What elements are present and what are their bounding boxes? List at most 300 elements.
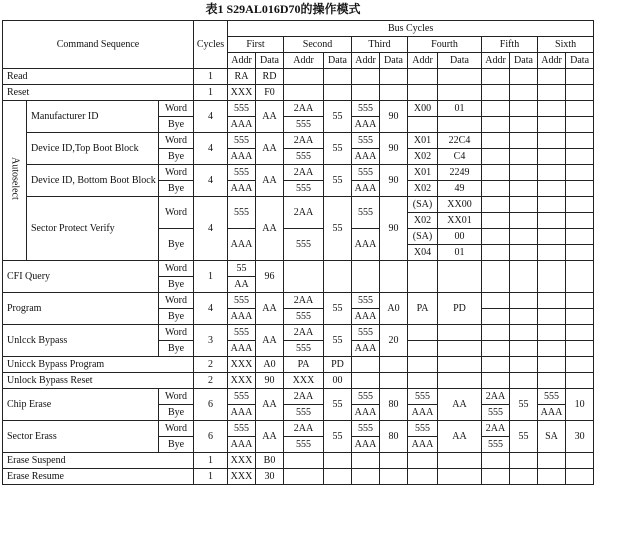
cell-value xyxy=(438,117,482,133)
cell-value xyxy=(438,325,482,341)
cycles-value: 4 xyxy=(194,165,228,197)
cell-value xyxy=(510,117,538,133)
merged-value: 55 xyxy=(324,325,352,357)
cell-value: 555 xyxy=(228,325,256,341)
cell-value: 555 xyxy=(228,293,256,309)
mode-word: Word xyxy=(159,421,194,437)
cell-value xyxy=(380,261,408,293)
merged-value: AA xyxy=(256,293,284,325)
table-row xyxy=(3,325,619,341)
data-value xyxy=(324,85,352,101)
merged-value: 90 xyxy=(380,197,408,261)
merged-value: SA xyxy=(538,421,566,453)
cell-value: 555 xyxy=(408,389,438,405)
mode-word: Word xyxy=(159,133,194,149)
data-value xyxy=(324,453,352,469)
merged-value: PD xyxy=(438,293,482,325)
cell-value: 2AA xyxy=(284,101,324,117)
addr-value xyxy=(352,469,380,485)
merged-value: 55 xyxy=(324,165,352,197)
addr-value xyxy=(482,469,510,485)
data-value xyxy=(380,357,408,373)
cell-value: 555 xyxy=(228,421,256,437)
cell-value: X02 xyxy=(408,149,438,165)
cycle-group-header: Sixth xyxy=(538,37,594,53)
addr-value xyxy=(482,85,510,101)
addr-value: RA xyxy=(228,69,256,85)
cell-value: 555 xyxy=(538,389,566,405)
cell-value xyxy=(538,101,566,117)
table-row xyxy=(3,165,619,181)
cell-value: 555 xyxy=(228,133,256,149)
addr-header: Addr xyxy=(352,53,380,69)
table-row xyxy=(3,69,619,85)
cycles-value: 2 xyxy=(194,373,228,389)
mode-word: Word xyxy=(159,389,194,405)
cell-value xyxy=(566,117,594,133)
merged-value: AA xyxy=(256,197,284,261)
cell-value: 555 xyxy=(228,165,256,181)
cell-value: AAA xyxy=(228,229,256,261)
addr-value xyxy=(284,453,324,469)
cell-value: X00 xyxy=(408,101,438,117)
addr-value xyxy=(482,357,510,373)
cycles-value: 1 xyxy=(194,453,228,469)
cell-value: 555 xyxy=(284,309,324,325)
cell-value: AAA xyxy=(228,437,256,453)
cell-value xyxy=(324,261,352,293)
command-label: Sector Protect Verify xyxy=(27,197,159,261)
cycles-value: 1 xyxy=(194,261,228,293)
addr-value xyxy=(482,453,510,469)
cell-value: AAA xyxy=(228,341,256,357)
addr-value: XXX xyxy=(228,453,256,469)
cell-value: 555 xyxy=(284,149,324,165)
cell-value xyxy=(284,261,324,293)
cell-value xyxy=(510,149,538,165)
addr-header: Addr xyxy=(284,53,324,69)
table-row xyxy=(3,261,619,277)
mode-byte: Bye xyxy=(159,309,194,325)
cell-value xyxy=(482,229,510,245)
addr-value: XXX xyxy=(228,357,256,373)
cell-value: AAA xyxy=(352,181,380,197)
table-row xyxy=(3,469,619,485)
cell-value: 555 xyxy=(284,181,324,197)
cell-value xyxy=(510,133,538,149)
addr-value xyxy=(352,85,380,101)
addr-value xyxy=(352,69,380,85)
cell-value: 2AA xyxy=(482,389,510,405)
addr-value xyxy=(538,69,566,85)
command-label: Device ID,Top Boot Block xyxy=(27,133,159,165)
table-row xyxy=(3,389,619,405)
cell-value: 555 xyxy=(352,325,380,341)
cell-value xyxy=(482,101,510,117)
cell-value: 22C4 xyxy=(438,133,482,149)
data-value xyxy=(510,85,538,101)
cell-value: 2AA xyxy=(284,325,324,341)
cell-value xyxy=(566,213,594,229)
data-value xyxy=(438,85,482,101)
cell-value xyxy=(482,293,510,309)
cell-value: 555 xyxy=(482,405,510,421)
command-label: Program xyxy=(3,293,159,325)
operation-mode-table xyxy=(2,20,619,485)
cell-value xyxy=(510,165,538,181)
mode-byte: Bye xyxy=(159,181,194,197)
cell-value: XX00 xyxy=(438,197,482,213)
cell-value: 555 xyxy=(352,421,380,437)
cell-value xyxy=(566,165,594,181)
data-value: PD xyxy=(324,357,352,373)
command-label: Unlcck Bypass xyxy=(3,325,159,357)
data-value: RD xyxy=(256,69,284,85)
table-row xyxy=(3,293,619,309)
data-value: A0 xyxy=(256,357,284,373)
cell-value xyxy=(538,229,566,245)
cell-value: AAA xyxy=(352,229,380,261)
cell-value xyxy=(438,341,482,357)
data-value xyxy=(438,373,482,389)
cell-value xyxy=(482,117,510,133)
mode-byte: Bye xyxy=(159,229,194,261)
merged-value: AA xyxy=(256,389,284,421)
data-header: Data xyxy=(256,53,284,69)
table-row xyxy=(3,85,619,101)
command-sequence-header: Command Sequence xyxy=(3,21,194,69)
data-value xyxy=(324,469,352,485)
data-value xyxy=(510,357,538,373)
table-row xyxy=(3,197,619,213)
data-value xyxy=(510,69,538,85)
cell-value xyxy=(566,341,594,357)
addr-value xyxy=(408,373,438,389)
merged-value: 55 xyxy=(324,133,352,165)
data-value xyxy=(438,357,482,373)
cell-value xyxy=(482,261,510,293)
cell-value: 555 xyxy=(228,197,256,229)
autoselect-label xyxy=(3,101,27,261)
mode-byte: Bye xyxy=(159,117,194,133)
cycles-value: 6 xyxy=(194,421,228,453)
addr-value xyxy=(408,69,438,85)
cycles-value: 1 xyxy=(194,469,228,485)
cell-value xyxy=(538,149,566,165)
cell-value xyxy=(482,341,510,357)
cell-value: AAA xyxy=(228,117,256,133)
cell-value xyxy=(510,229,538,245)
cell-value: 555 xyxy=(284,405,324,421)
table-row xyxy=(3,357,619,373)
cell-value: 2AA xyxy=(284,197,324,229)
merged-value: 55 xyxy=(324,101,352,133)
addr-value xyxy=(284,469,324,485)
cell-value: 555 xyxy=(408,421,438,437)
cycles-value: 4 xyxy=(194,197,228,261)
data-value xyxy=(380,373,408,389)
cycles-value: 4 xyxy=(194,293,228,325)
cell-value: 555 xyxy=(284,437,324,453)
cell-value: AAA xyxy=(352,341,380,357)
cell-value xyxy=(408,117,438,133)
table-row xyxy=(3,21,619,37)
cell-value: 555 xyxy=(284,341,324,357)
cell-value xyxy=(538,293,566,309)
addr-header: Addr xyxy=(228,53,256,69)
cell-value: 555 xyxy=(352,165,380,181)
merged-value: 55 xyxy=(324,197,352,261)
cell-value: 2AA xyxy=(284,389,324,405)
data-header: Data xyxy=(380,53,408,69)
mode-byte: Bye xyxy=(159,149,194,165)
cycle-group-header: Fourth xyxy=(408,37,482,53)
addr-value xyxy=(482,69,510,85)
data-value: F0 xyxy=(256,85,284,101)
cell-value xyxy=(538,117,566,133)
data-header: Data xyxy=(438,53,482,69)
cell-value: 49 xyxy=(438,181,482,197)
mode-word: Word xyxy=(159,165,194,181)
cell-value xyxy=(566,229,594,245)
merged-value: 30 xyxy=(566,421,594,453)
addr-value xyxy=(352,373,380,389)
cell-value: 2AA xyxy=(482,421,510,437)
addr-value xyxy=(538,469,566,485)
bus-cycles-header: Bus Cycles xyxy=(228,21,594,37)
data-value: 90 xyxy=(256,373,284,389)
cell-value: AAA xyxy=(352,437,380,453)
cell-value: 55 xyxy=(228,261,256,277)
addr-header: Addr xyxy=(408,53,438,69)
cell-value xyxy=(566,149,594,165)
data-value: 30 xyxy=(256,469,284,485)
data-value xyxy=(566,373,594,389)
table-row xyxy=(3,421,619,437)
cell-value: AAA xyxy=(228,149,256,165)
cell-value xyxy=(566,101,594,117)
autoselect-text: Autoselect xyxy=(9,156,21,200)
data-value xyxy=(510,373,538,389)
cell-value xyxy=(566,309,594,325)
command-label: Erase Suspend xyxy=(3,453,194,469)
data-value xyxy=(566,453,594,469)
merged-value: AA xyxy=(256,101,284,133)
cell-value xyxy=(408,325,438,341)
cell-value xyxy=(566,325,594,341)
command-label: Manufacturer ID xyxy=(27,101,159,133)
cell-value xyxy=(482,197,510,213)
cycles-value: 1 xyxy=(194,69,228,85)
addr-value: PA xyxy=(284,357,324,373)
cell-value xyxy=(510,101,538,117)
merged-value: A0 xyxy=(380,293,408,325)
merged-value: 80 xyxy=(380,389,408,421)
cycles-value: 4 xyxy=(194,101,228,133)
cell-value: AAA xyxy=(352,117,380,133)
cell-value xyxy=(482,325,510,341)
cell-value xyxy=(566,197,594,213)
cycles-value: 2 xyxy=(194,357,228,373)
command-label: Sector Erass xyxy=(3,421,159,453)
cell-value: 555 xyxy=(352,133,380,149)
cell-value xyxy=(482,213,510,229)
cycles-value: 1 xyxy=(194,85,228,101)
cell-value: 555 xyxy=(228,389,256,405)
merged-value: 55 xyxy=(324,293,352,325)
mode-word: Word xyxy=(159,197,194,229)
cell-value: AAA xyxy=(408,405,438,421)
cell-value: 2AA xyxy=(284,293,324,309)
cycle-group-header: Fifth xyxy=(482,37,538,53)
cell-value: X02 xyxy=(408,213,438,229)
cell-value: 555 xyxy=(482,437,510,453)
cell-value xyxy=(538,309,566,325)
command-label: Device ID, Bottom Boot Block xyxy=(27,165,159,197)
cycles-header: Cycles xyxy=(194,21,228,69)
command-label: Chip Erase xyxy=(3,389,159,421)
cell-value xyxy=(566,261,594,293)
cell-value: C4 xyxy=(438,149,482,165)
cell-value xyxy=(538,133,566,149)
cell-value xyxy=(538,165,566,181)
cell-value xyxy=(566,133,594,149)
data-value xyxy=(380,69,408,85)
cell-value: 555 xyxy=(284,229,324,261)
merged-value: AA xyxy=(438,421,482,453)
cycle-group-header: Second xyxy=(284,37,352,53)
cell-value: 555 xyxy=(352,389,380,405)
addr-value: XXX xyxy=(228,85,256,101)
cell-value: 555 xyxy=(228,101,256,117)
data-value xyxy=(510,469,538,485)
cell-value xyxy=(510,197,538,213)
table-caption: 表1 S29AL016D70的操作模式 xyxy=(205,2,361,16)
data-value: 00 xyxy=(324,373,352,389)
data-value xyxy=(566,69,594,85)
merged-value: 80 xyxy=(380,421,408,453)
table-row xyxy=(3,101,619,117)
addr-value xyxy=(408,453,438,469)
cell-value: 01 xyxy=(438,245,482,261)
cell-value xyxy=(510,181,538,197)
cell-value xyxy=(482,245,510,261)
addr-value xyxy=(408,85,438,101)
data-value xyxy=(380,469,408,485)
data-header: Data xyxy=(324,53,352,69)
cell-value xyxy=(482,181,510,197)
data-value xyxy=(510,453,538,469)
cell-value xyxy=(438,261,482,293)
cell-value: AAA xyxy=(352,405,380,421)
cell-value: 555 xyxy=(352,101,380,117)
data-value xyxy=(324,69,352,85)
cycle-group-header: First xyxy=(228,37,284,53)
cell-value xyxy=(482,149,510,165)
cell-value: 01 xyxy=(438,101,482,117)
cell-value xyxy=(510,245,538,261)
cell-value: X01 xyxy=(408,133,438,149)
command-label: Unicck Bypass Program xyxy=(3,357,194,373)
addr-value xyxy=(352,453,380,469)
cell-value: AAA xyxy=(228,309,256,325)
command-label: CFI Query xyxy=(3,261,159,293)
mode-word: Word xyxy=(159,293,194,309)
cell-value xyxy=(408,261,438,293)
merged-value: AA xyxy=(256,133,284,165)
mode-byte: Bye xyxy=(159,277,194,293)
cell-value xyxy=(510,325,538,341)
cell-value xyxy=(538,213,566,229)
cell-value: AAA xyxy=(352,149,380,165)
cell-value: AAA xyxy=(228,181,256,197)
addr-value: XXX xyxy=(228,373,256,389)
cell-value xyxy=(510,309,538,325)
cell-value: AAA xyxy=(538,405,566,421)
data-value xyxy=(566,85,594,101)
cell-value: AAA xyxy=(228,405,256,421)
merged-value: 55 xyxy=(510,421,538,453)
data-value xyxy=(438,469,482,485)
cell-value xyxy=(482,309,510,325)
mode-byte: Bye xyxy=(159,437,194,453)
cell-value xyxy=(510,261,538,293)
merged-value: 10 xyxy=(566,389,594,421)
cell-value xyxy=(510,293,538,309)
merged-value: 55 xyxy=(324,389,352,421)
data-value xyxy=(380,453,408,469)
merged-value: AA xyxy=(256,325,284,357)
data-header: Data xyxy=(510,53,538,69)
cycles-value: 3 xyxy=(194,325,228,357)
data-value: B0 xyxy=(256,453,284,469)
merged-value: 55 xyxy=(324,421,352,453)
cell-value xyxy=(510,341,538,357)
cell-value xyxy=(566,181,594,197)
cell-value xyxy=(538,245,566,261)
merged-value: 90 xyxy=(380,133,408,165)
cycles-value: 4 xyxy=(194,133,228,165)
cell-value: X04 xyxy=(408,245,438,261)
cycles-value: 6 xyxy=(194,389,228,421)
data-value xyxy=(380,85,408,101)
mode-byte: Bye xyxy=(159,405,194,421)
cell-value: 2AA xyxy=(284,133,324,149)
cell-value xyxy=(538,261,566,293)
cell-value xyxy=(352,261,380,293)
data-header: Data xyxy=(566,53,594,69)
command-label: Reset xyxy=(3,85,194,101)
cell-value: AA xyxy=(228,277,256,293)
merged-value: 96 xyxy=(256,261,284,293)
addr-value xyxy=(538,453,566,469)
table-row xyxy=(3,373,619,389)
cell-value xyxy=(538,197,566,213)
cell-value: AAA xyxy=(408,437,438,453)
addr-header: Addr xyxy=(538,53,566,69)
cell-value xyxy=(566,293,594,309)
merged-value: PA xyxy=(408,293,438,325)
table-row xyxy=(3,133,619,149)
addr-value: XXX xyxy=(284,373,324,389)
mode-word: Word xyxy=(159,325,194,341)
merged-value: 55 xyxy=(510,389,538,421)
addr-value xyxy=(408,469,438,485)
cell-value: 555 xyxy=(284,117,324,133)
addr-value xyxy=(284,85,324,101)
data-value xyxy=(438,69,482,85)
cell-value: 00 xyxy=(438,229,482,245)
